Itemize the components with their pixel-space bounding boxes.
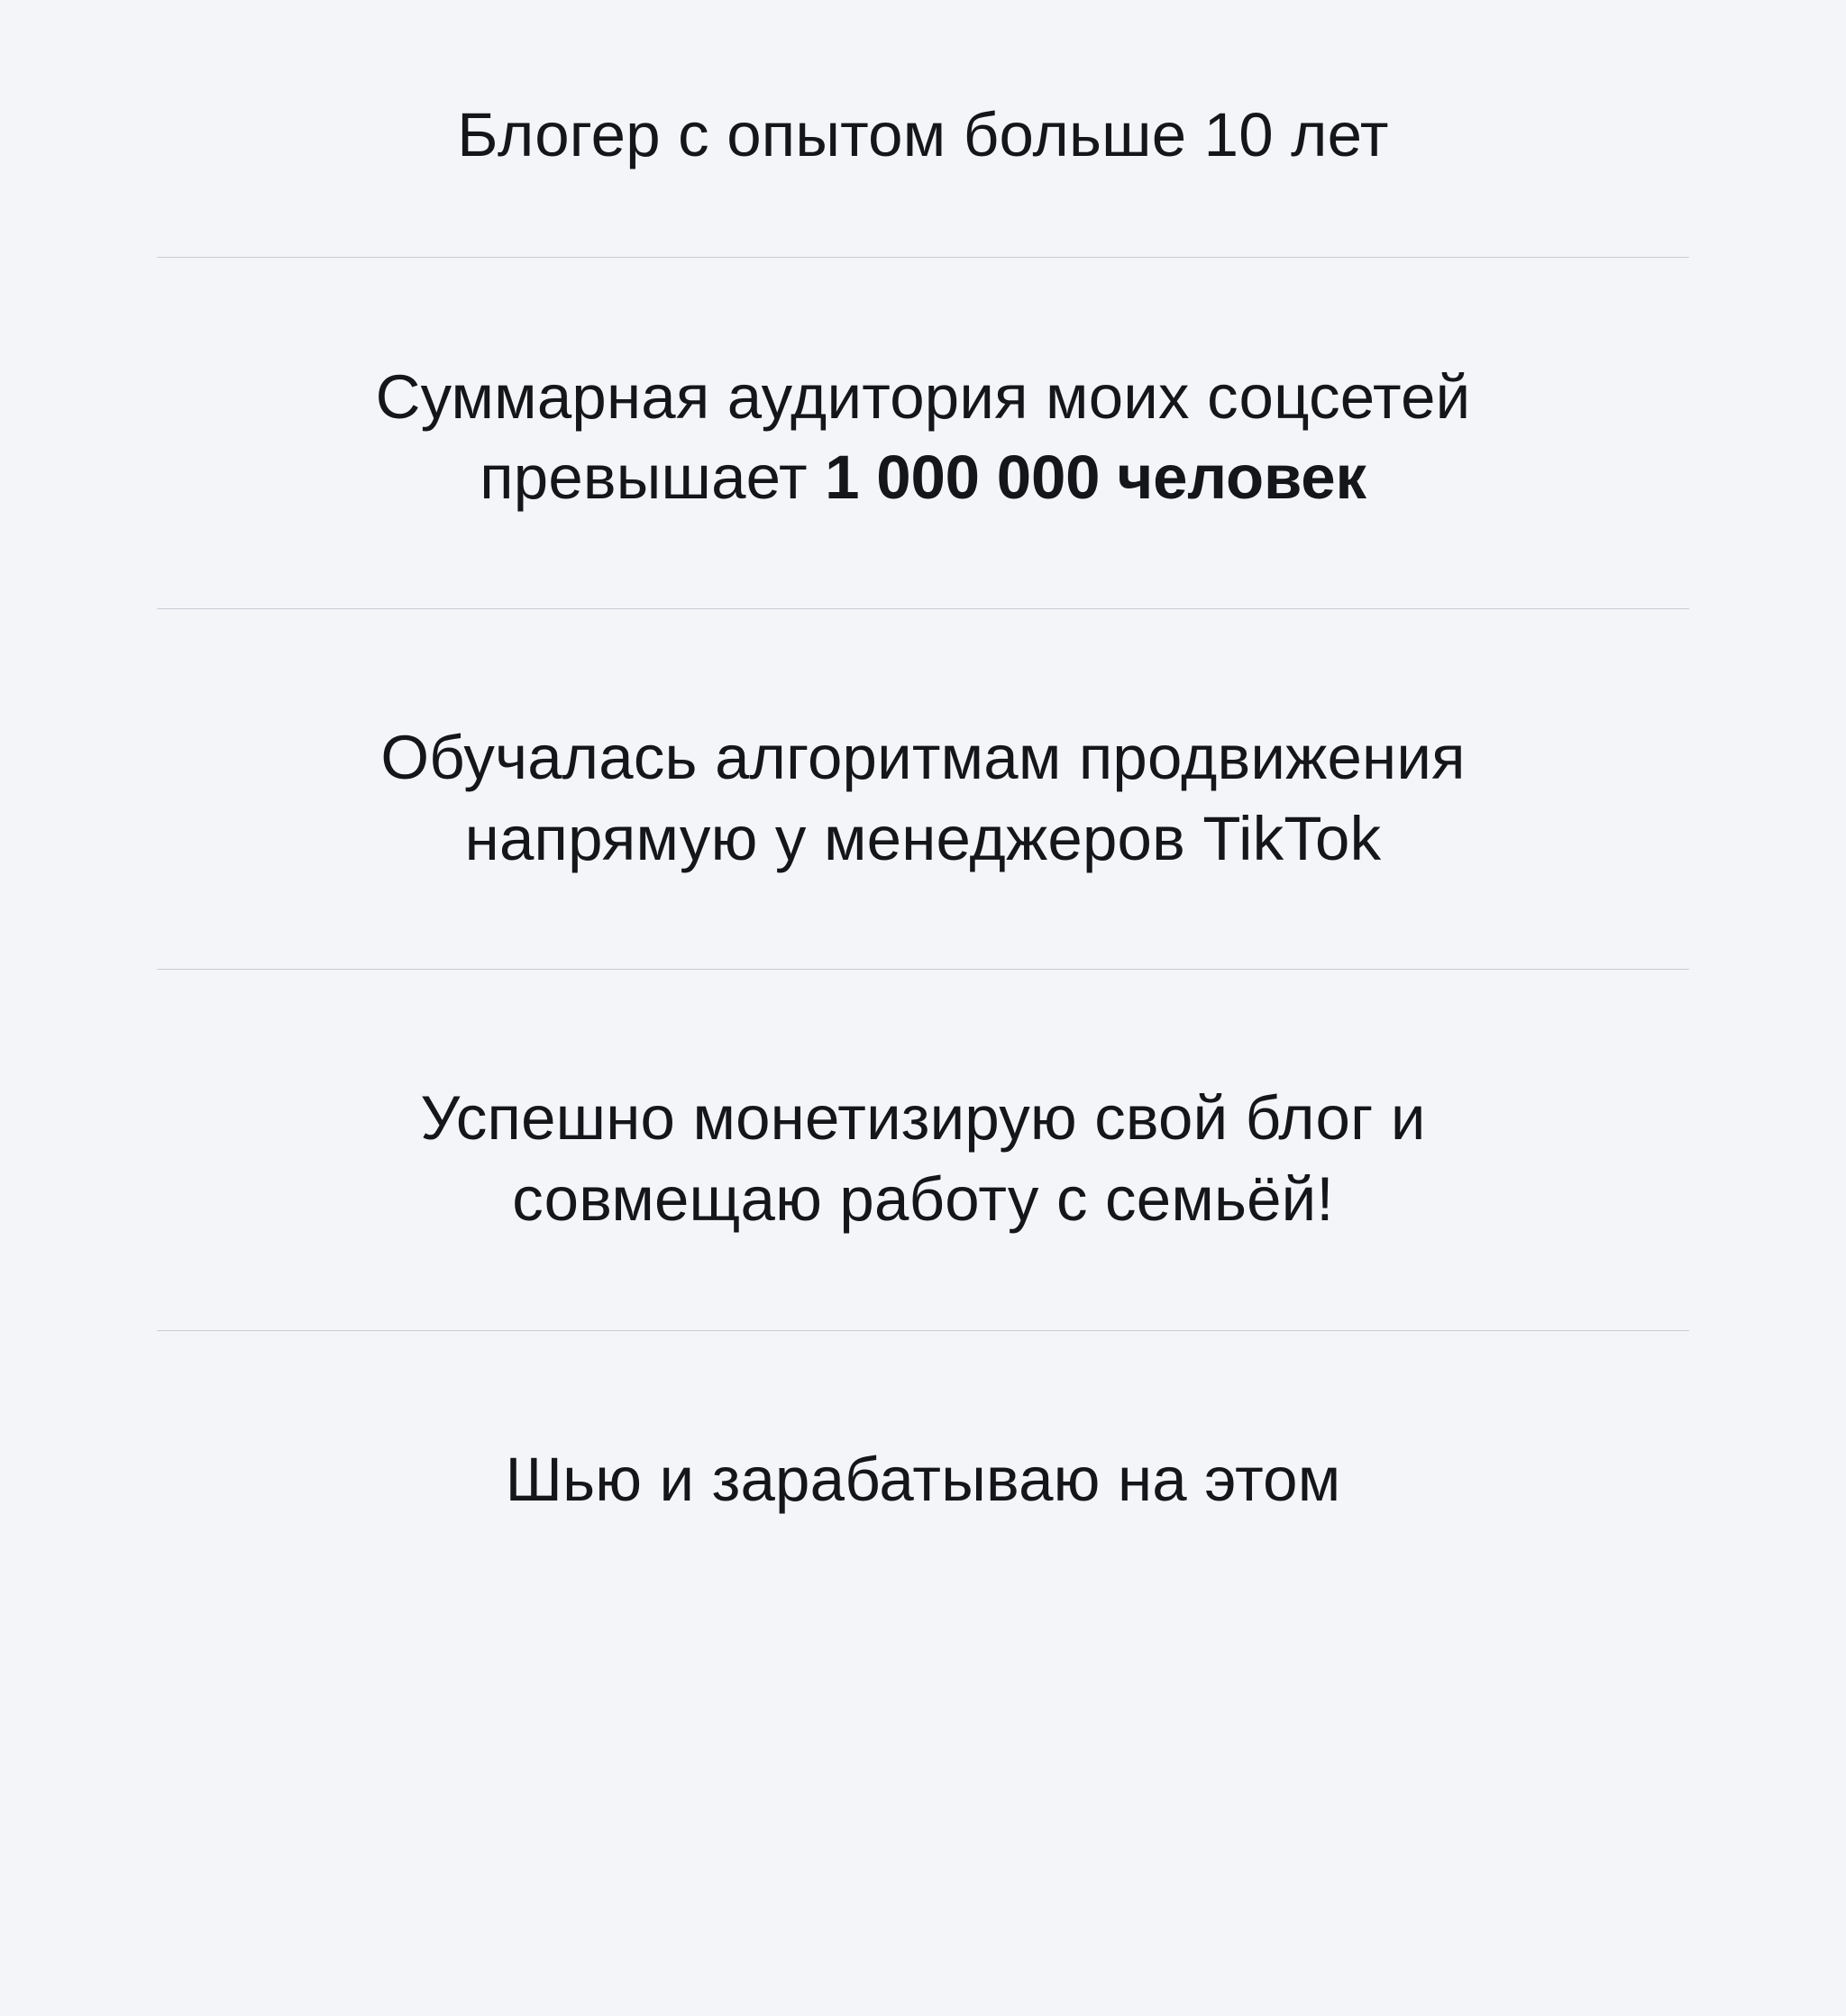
fact-item-audience: Суммарная аудитория моих соцсетей превышает 1 000 000 человек [375, 361, 1471, 513]
fact-item-tiktok-training: Обучалась алгоритмам продвижения напрямую у менеджеров TikTok [380, 723, 1466, 873]
spacer [0, 609, 1846, 717]
fact-item-experience: Блогер с опытом больше 10 лет [457, 100, 1389, 169]
spacer [0, 879, 1846, 969]
spacer [0, 1240, 1846, 1330]
spacer [0, 258, 1846, 357]
spacer [0, 970, 1846, 1078]
fact-item-sewing: Шью и зарабатываю на этом [505, 1444, 1341, 1514]
spacer [0, 1331, 1846, 1439]
fact-item-monetization: Успешно монетизирую свой блог и совмещаю работу с семьёй! [420, 1083, 1426, 1235]
spacer [0, 518, 1846, 608]
spacer [0, 176, 1846, 257]
